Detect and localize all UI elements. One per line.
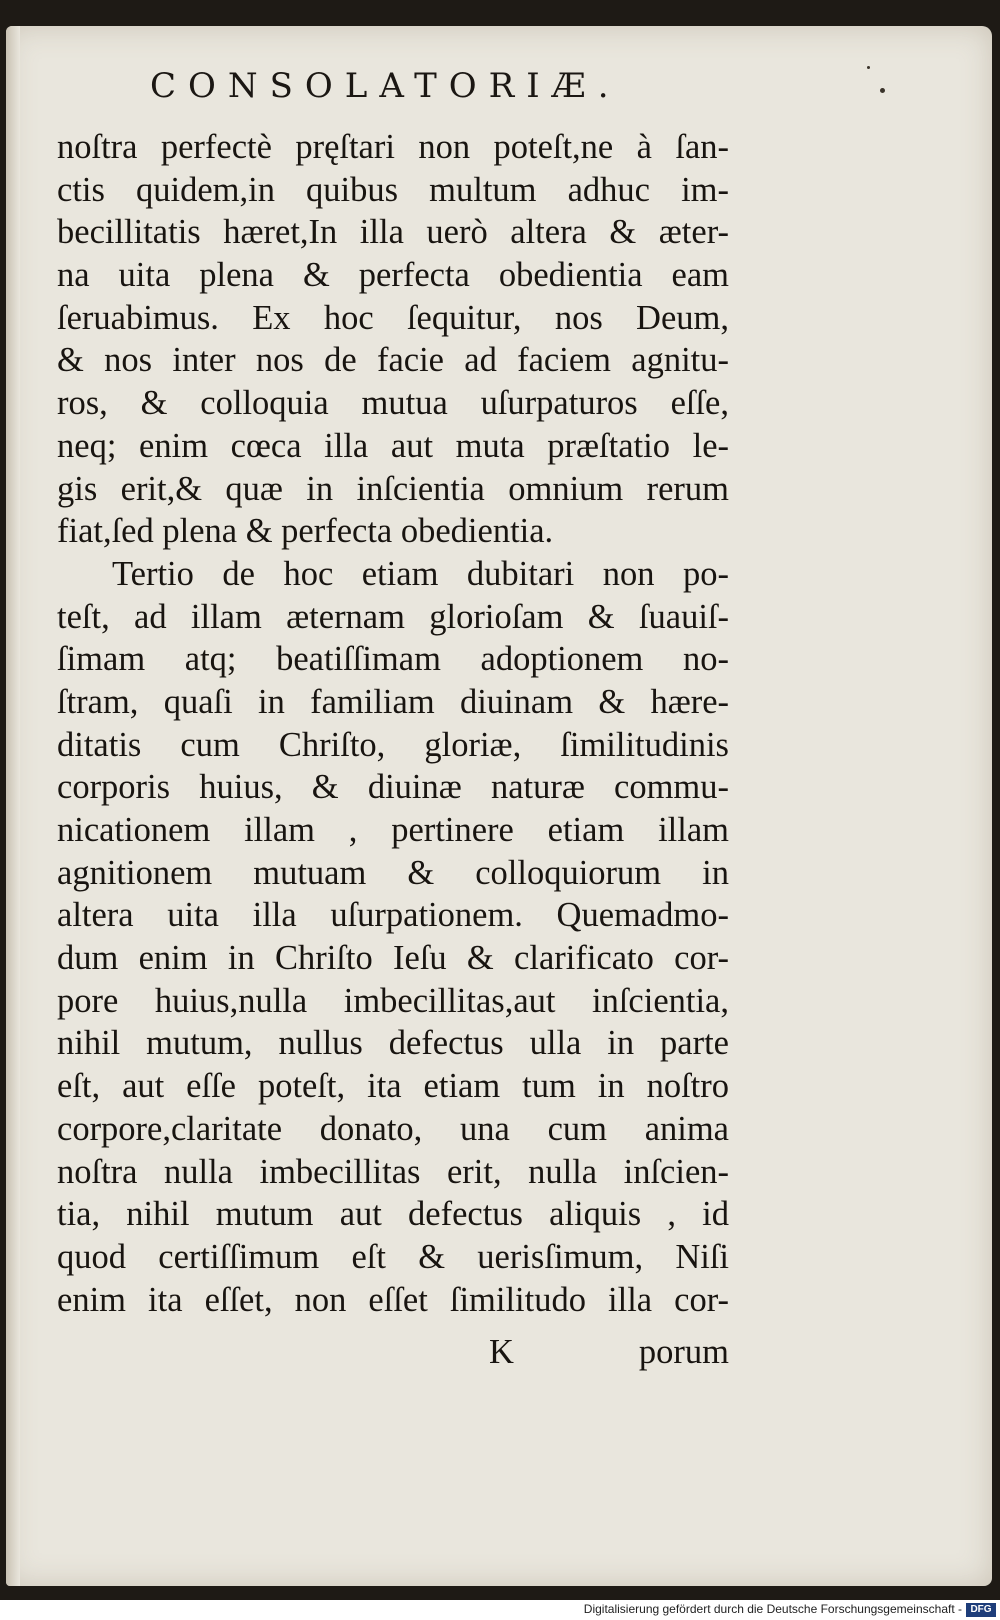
text-line: enim ita eſſet, non eſſet ſimilitudo illa cor- [57, 1280, 729, 1319]
text-line: pore huius,nulla imbecillitas,aut inſcientia, [57, 981, 729, 1020]
text-line: noſtra perfectè pręſtari non poteſt,ne à ſan- [57, 128, 729, 166]
body-text [57, 126, 729, 1321]
dfg-logo: DFG [966, 1603, 996, 1617]
text-line: quod certiſſimum eſt & uerisſimum, Niſi [57, 1237, 729, 1276]
running-head: CONSOLATORIÆ. [150, 66, 621, 106]
text-line: fiat,ſed plena & perfecta obedientia. [57, 512, 554, 551]
text-line: noſtra nulla imbecillitas erit, nulla inſcien- [57, 1152, 729, 1191]
text-line: neq; enim cœca illa aut muta præſtatio le- [57, 426, 729, 465]
text-line: dum enim in Chriſto Ieſu & clarificato cor- [57, 939, 729, 978]
funding-credit: Digitalisierung gefördert durch die Deutsche Forschungsgemeinschaft - [583, 1602, 962, 1616]
text-line: corporis huius, & diuinæ naturæ commu- [57, 768, 729, 807]
text-line: ſimam atq; beatiſſimam adoptionem no- [57, 640, 729, 679]
catchword: porum [638, 1333, 729, 1371]
text-line: ros, & colloquia mutua uſurpaturos eſſe, [57, 384, 729, 423]
page-gutter-edge [6, 26, 20, 1586]
text-line: tia, nihil mutum aut defectus aliquis , id [57, 1195, 729, 1234]
footer-bar [0, 1600, 1000, 1620]
text-line: ſtram, quaſi in familiam diuinam & hære- [57, 682, 729, 721]
text-line: na uita plena & perfecta obedientia eam [57, 256, 729, 295]
text-line: nihil mutum, nullus defectus ulla in parte [57, 1024, 729, 1063]
text-line: eſt, aut eſſe poteſt, ita etiam tum in noſtro [57, 1067, 729, 1106]
paper-speck [867, 66, 870, 69]
text-line-paragraph-start: Tertio de hoc etiam dubitari non po- [112, 554, 729, 593]
text-line: ctis quidem,in quibus multum adhuc im- [57, 170, 729, 209]
text-line: ditatis cum Chriſto, gloriæ, ſimilitudinis [57, 725, 729, 764]
text-line: ſeruabimus. Ex hoc ſequitur, nos Deum, [57, 298, 729, 337]
text-line: corpore,claritate donato, una cum anima [57, 1109, 729, 1148]
text-line: gis erit,& quæ in inſcientia omnium rerum [57, 469, 729, 508]
text-line: & nos inter nos de facie ad faciem agnitu- [57, 341, 729, 380]
text-line: agnitionem mutuam & colloquiorum in [57, 853, 729, 892]
text-line: nicationem illam , pertinere etiam illam [57, 811, 729, 849]
text-line: altera uita illa uſurpationem. Quemadmo- [57, 896, 729, 935]
text-line: becillitatis hæret,In illa uerò altera & æter- [57, 213, 729, 252]
paper-speck [880, 88, 885, 93]
signature-mark: K [489, 1333, 514, 1371]
page-footer-marks [57, 1333, 729, 1377]
text-line: teſt, ad illam æternam glorioſam & ſuauiſ- [57, 597, 729, 636]
